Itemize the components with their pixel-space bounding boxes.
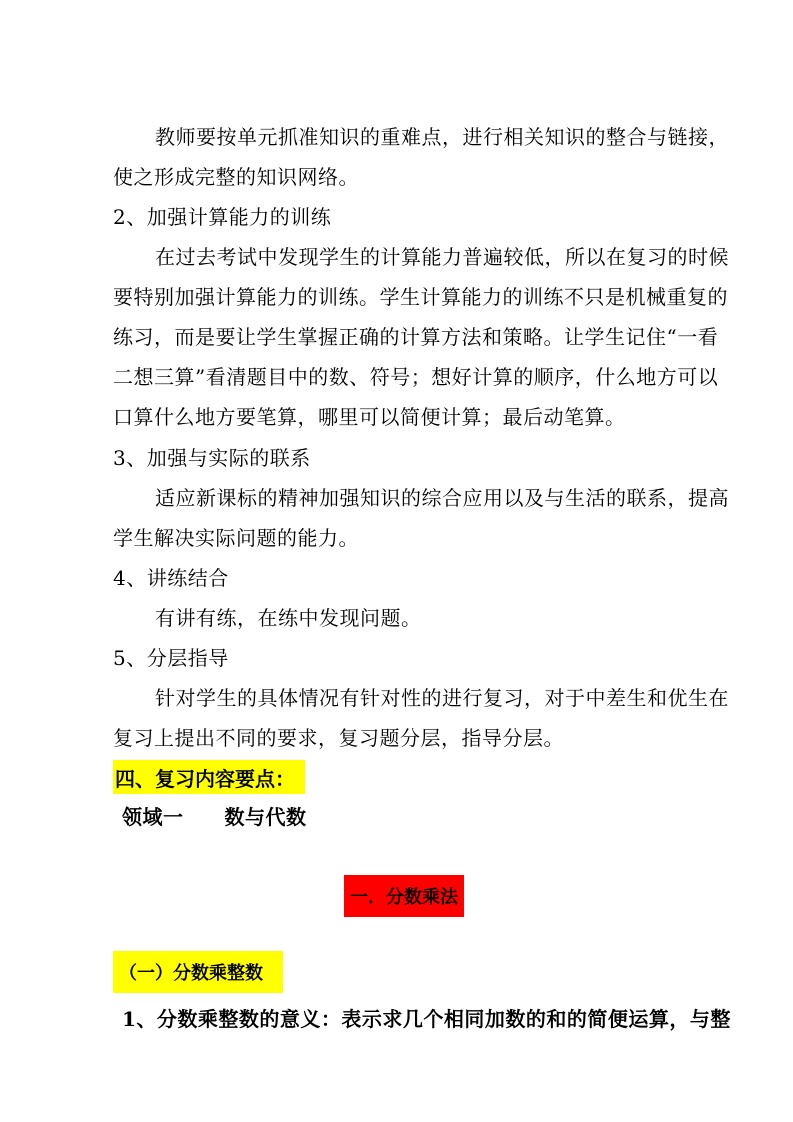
paragraph-line: 二想三算”看清题目中的数、符号；想好计算的顺序，什么地方可以 xyxy=(113,365,719,389)
paragraph-line: 1、分数乘整数的意义：表示求几个相同加数的和的简便运算，与整 xyxy=(122,1007,731,1031)
section-four-heading: 四、复习内容要点： xyxy=(113,760,305,794)
subsection-title: （一）分数乘整数 xyxy=(113,951,283,993)
section-heading: 2、加强计算能力的训练 xyxy=(113,205,332,229)
section-heading: 3、加强与实际的联系 xyxy=(113,446,311,470)
paragraph-line: 针对学生的具体情况有针对性的进行复习，对于中差生和优生在 xyxy=(155,686,729,710)
paragraph-line: 适应新课标的精神加强知识的综合应用以及与生活的联系，提高 xyxy=(155,486,729,510)
paragraph-line: 教师要按单元抓准知识的重难点，进行相关知识的整合与链接， xyxy=(155,125,729,149)
paragraph-line: 学生解决实际问题的能力。 xyxy=(113,526,359,550)
chapter-title: 一．分数乘法 xyxy=(344,875,464,917)
section-heading: 4、讲练结合 xyxy=(113,566,229,590)
paragraph-line: 有讲有练，在练中发现问题。 xyxy=(155,606,422,630)
domain-line: 领域一 数与代数 xyxy=(122,805,307,829)
paragraph-line: 使之形成完整的知识网络。 xyxy=(113,165,359,189)
paragraph-line: 口算什么地方要笔算，哪里可以简便计算；最后动笔算。 xyxy=(113,405,626,429)
paragraph-line: 在过去考试中发现学生的计算能力普遍较低，所以在复习的时候 xyxy=(155,245,729,269)
section-heading: 5、分层指导 xyxy=(113,646,229,670)
paragraph-line: 复习上提出不同的要求，复习题分层，指导分层。 xyxy=(113,726,564,750)
paragraph-line: 要特别加强计算能力的训练。学生计算能力的训练不只是机械重复的 xyxy=(113,285,728,309)
paragraph-line: 练习，而是要让学生掌握正确的计算方法和策略。让学生记住“一看 xyxy=(113,325,719,349)
